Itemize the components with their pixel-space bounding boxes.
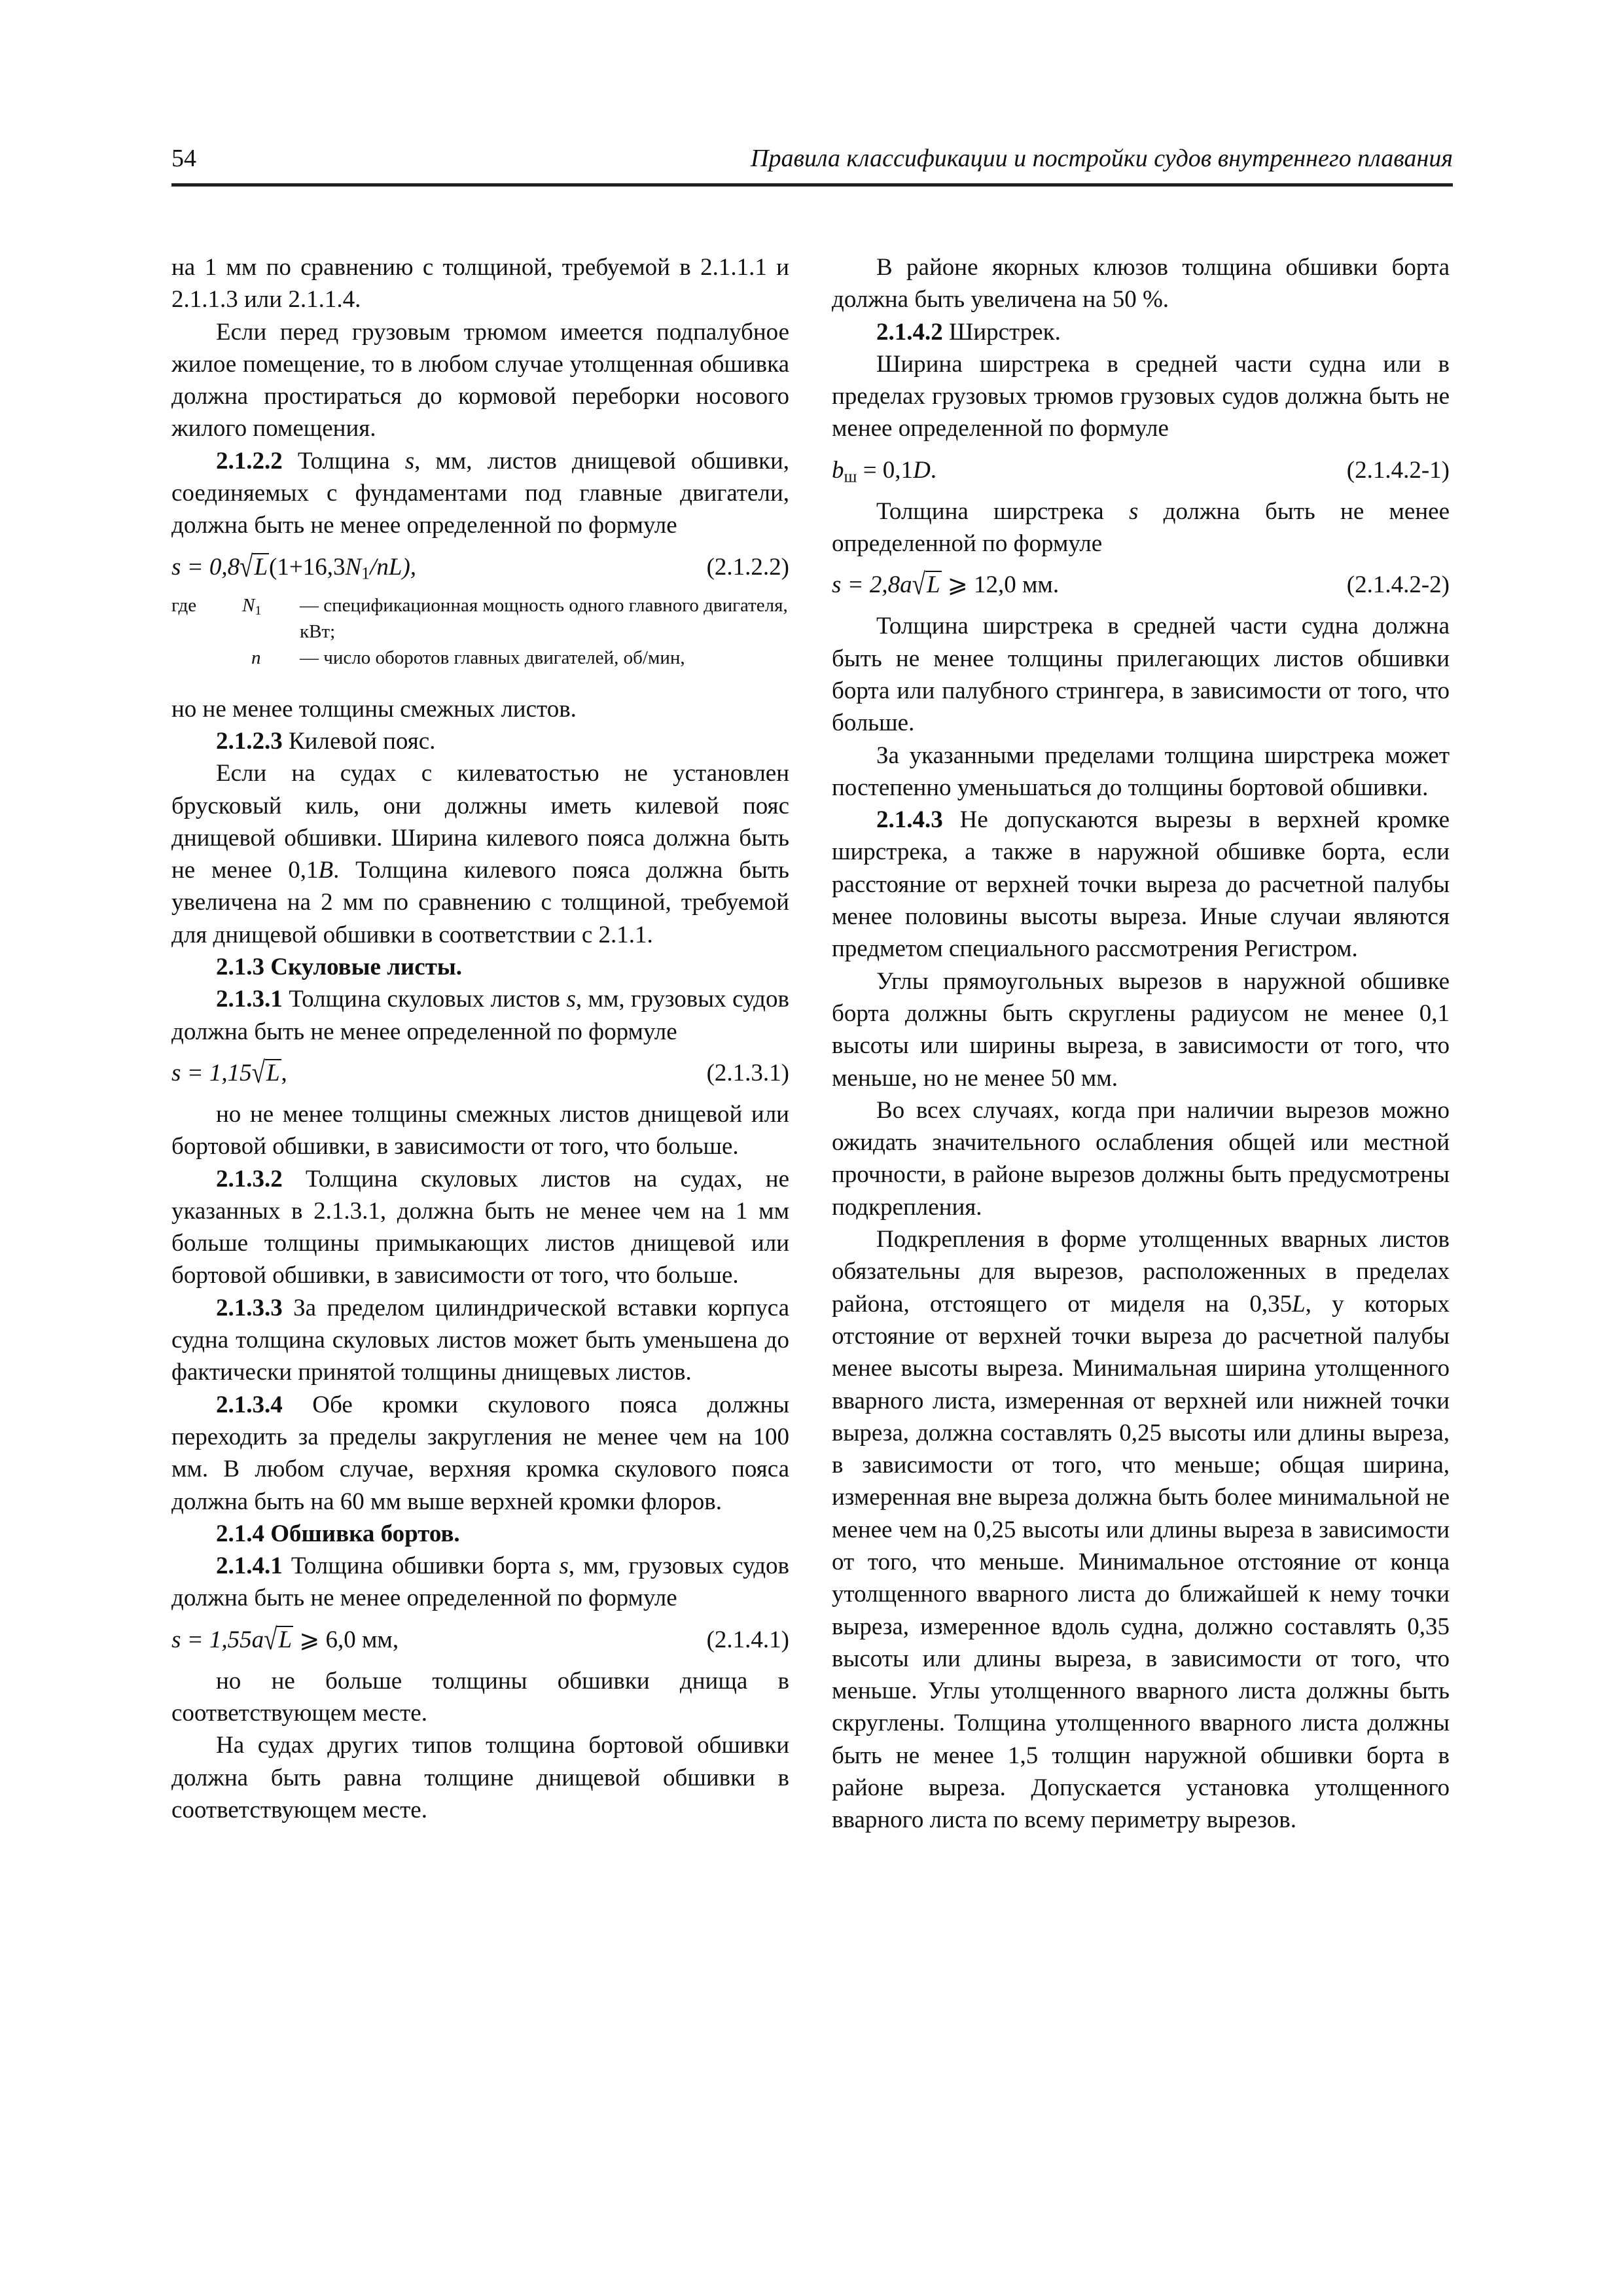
heading: 2.1.4 Обшивка бортов. bbox=[216, 1520, 460, 1547]
paragraph-2-1-4-3 bbox=[832, 804, 1450, 965]
clause-number: 2.1.3.1 bbox=[216, 986, 283, 1013]
paragraph: Во всех случаях, когда при наличии вырезов можно ожидать значительного ослабления общей или местной прочности, в районе вырезов должны быть предусмотрены подкрепления. bbox=[832, 1096, 1450, 1221]
clause-number: 2.1.3.4 bbox=[216, 1391, 283, 1418]
paragraph: Углы прямоугольных вырезов в наружной обшивке борта должны быть скруглены радиусом не менее 0,1 высоты или ширины выреза, в зависимости от того, что меньше, но не менее 50 мм. bbox=[832, 967, 1450, 1092]
page-number: 54 bbox=[171, 145, 196, 172]
text: Ширстрек. bbox=[942, 318, 1061, 346]
paragraph: Ширина ширстрека в средней части судна или в пределах грузовых трюмов грузовых судов должна быть не менее определенной по формуле bbox=[832, 350, 1450, 442]
formula-number: (2.1.4.2-1) bbox=[1346, 456, 1450, 484]
where-row bbox=[171, 592, 789, 645]
clause-number: 2.1.3.3 bbox=[216, 1294, 283, 1321]
paragraph: В районе якорных клюзов толщина обшивки борта должна быть увеличена на 50 %. bbox=[832, 254, 1450, 314]
radicand bbox=[253, 553, 269, 581]
formula-expression bbox=[832, 454, 936, 493]
paragraph-2-1-3-1 bbox=[171, 983, 789, 1048]
paragraph bbox=[832, 495, 1450, 560]
radical-sign: √ bbox=[264, 1623, 277, 1657]
symbol: s bbox=[566, 986, 576, 1013]
formula-lhs: s = 1,15 bbox=[171, 1059, 252, 1086]
paragraph: За указанными пределами толщина ширстрека может постепенно уменьшаться до толщины бортовой обшивки. bbox=[832, 742, 1450, 801]
paragraph-2-1-3-3 bbox=[171, 1292, 789, 1389]
clause-number: 2.1.2.2 bbox=[216, 447, 283, 475]
symbol: L bbox=[266, 1059, 280, 1086]
where-label: где bbox=[171, 594, 197, 616]
formula-part: ⩾ 6,0 мм, bbox=[293, 1626, 399, 1653]
formula-number: (2.1.4.1) bbox=[706, 1626, 789, 1653]
paragraph-2-1-4-2 bbox=[832, 316, 1450, 348]
symbol: N bbox=[345, 553, 362, 581]
text: , у которых отстояние от верхней точки выреза до расчетной палубы менее высоты выреза. Минимальная ширина утолщенного вварного листа, измеренная от верхней или нижней точки выреза, должна составлять 0,25 высоты или длины выреза, в зависимости от того, что меньше; общая ширина, измеренная вне выреза должна быть более минимальной не менее чем на 0,25 высоты или длины выреза в зависимости от того, что меньше. Минимальное отстояние от конца утолщенного вварного листа до ближайшей к нему точки выреза, измеренное вдоль судна, должно составлять 0,35 высоты или длины выреза, в зависимости от того, что меньше. Углы утолщенного вварного листа должны быть скруглены. Толщина утолщенного вварного листа должны быть не менее 1,5 толщин наружной обшивки борта в районе выреза. Допускается установка утолщенного вварного листа по всему периметру вырезов. bbox=[832, 1290, 1450, 1834]
formula-2-1-4-2-2 bbox=[832, 569, 1450, 601]
subscript: 1 bbox=[255, 603, 262, 618]
formula-number: (2.1.2.2) bbox=[706, 553, 789, 581]
text: Толщина скуловых листов bbox=[282, 986, 567, 1013]
radicand bbox=[277, 1626, 293, 1653]
clause-number: 2.1.3.2 bbox=[216, 1165, 283, 1193]
formula-part: ⩾ 12,0 мм. bbox=[941, 571, 1060, 599]
formula-expression bbox=[171, 551, 416, 590]
symbol: L bbox=[1292, 1290, 1306, 1318]
text: Обе кромки скулового пояса должны переходить за пределы закругления не менее чем на 100 мм. В любом случае, верхняя кромка скулового пояса должна быть на 60 мм выше верхней кромки флоров. bbox=[171, 1391, 789, 1515]
radicand bbox=[265, 1059, 281, 1086]
radical-sign: √ bbox=[912, 568, 925, 602]
formula-part: , bbox=[281, 1059, 287, 1086]
subscript: ш bbox=[844, 467, 857, 486]
where-legend bbox=[171, 592, 789, 671]
clause-number: 2.1.4.3 bbox=[876, 806, 943, 834]
formula-2-1-4-1 bbox=[171, 1624, 789, 1656]
symbol: B bbox=[318, 857, 334, 884]
symbol: a bbox=[900, 571, 912, 599]
left-column bbox=[171, 251, 789, 1826]
formula-2-1-2-2 bbox=[171, 551, 789, 583]
paragraph-2-1-4-1 bbox=[171, 1550, 789, 1615]
formula-part: /nL), bbox=[370, 553, 417, 581]
running-title: Правила классификации и постройки судов внутреннего плавания bbox=[751, 145, 1453, 172]
symbol: s bbox=[1128, 497, 1139, 525]
text: Не допускаются вырезы в верхней кромке ширстрека, а также в наружной обшивке борта, если расстояние от верхней точки выреза до расчетной палубы менее половины высоты выреза. Иные случаи являются предметом специального рассмотрения Регистром. bbox=[832, 806, 1450, 963]
paragraph-2-1-3-2 bbox=[171, 1163, 789, 1292]
symbol: b bbox=[832, 456, 844, 484]
paragraph: но не менее толщины смежных листов днищевой или бортовой обшивки, в зависимости от того, что больше. bbox=[171, 1100, 789, 1160]
text: Толщина ширстрека bbox=[876, 497, 1129, 525]
paragraph: На судах других типов толщина бортовой обшивки должна быть равна толщине днищевой обшивки в соответствующем месте. bbox=[171, 1732, 789, 1823]
where-symbol bbox=[242, 592, 261, 624]
paragraph-2-1-2-3 bbox=[171, 725, 789, 757]
formula-expression bbox=[832, 569, 1059, 601]
paragraph bbox=[832, 1223, 1450, 1837]
symbol: N bbox=[242, 594, 255, 616]
paragraph: Толщина ширстрека в средней части судна должна быть не менее толщины прилегающих листов обшивки борта или палубного стрингера, в зависимости от того, что больше. bbox=[832, 613, 1450, 737]
clause-number: 2.1.4.1 bbox=[216, 1552, 283, 1580]
symbol: D bbox=[913, 456, 931, 484]
text: , мм, грузовых судов должна быть не менее определенной по формуле bbox=[171, 986, 789, 1045]
clause-number: 2.1.4.2 bbox=[876, 318, 943, 346]
formula-part: = 0,1 bbox=[857, 456, 914, 484]
section-heading-2-1-4 bbox=[171, 1518, 789, 1550]
text: За пределом цилиндрической вставки корпуса судна толщина скуловых листов может быть уменьшена до фактически принятой толщины днищевых листов. bbox=[171, 1294, 789, 1386]
paragraph: на 1 мм по сравнению с толщиной, требуемой в 2.1.1.1 и 2.1.1.3 или 2.1.1.4. bbox=[171, 254, 789, 314]
formula-part: . bbox=[930, 456, 937, 484]
text: , мм, грузовых судов должна быть не менее определенной по формуле bbox=[171, 1552, 789, 1612]
formula-lhs: s = 2,8 bbox=[832, 571, 901, 599]
symbol: s bbox=[559, 1552, 569, 1580]
text: . Толщина килевого пояса должна быть увеличена на 2 мм по сравнению с толщиной, требуемой для днищевой обшивки в соответствии с 2.1.1. bbox=[171, 857, 789, 948]
section-heading-2-1-3 bbox=[171, 951, 789, 983]
paragraph: но не менее толщины смежных листов. bbox=[171, 695, 577, 723]
heading: 2.1.3 Скуловые листы. bbox=[216, 954, 463, 981]
formula-number: (2.1.3.1) bbox=[706, 1059, 789, 1086]
symbol: a bbox=[251, 1626, 264, 1653]
text: Толщина скуловых листов на судах, не указанных в 2.1.3.1, должна быть не менее чем на 1 мм больше толщины примыкающих листов днищевой или бортовой обшивки, в зависимости от того, что больше. bbox=[171, 1165, 789, 1289]
symbol: L bbox=[254, 553, 268, 581]
subscript: 1 bbox=[361, 564, 370, 583]
page-header bbox=[171, 141, 1453, 187]
paragraph-2-1-2-2 bbox=[171, 445, 789, 542]
paragraph: но не больше толщины обшивки днища в соответствующем месте. bbox=[171, 1667, 789, 1727]
symbol: s bbox=[404, 447, 415, 475]
radical-sign: √ bbox=[251, 1056, 265, 1090]
right-column bbox=[832, 251, 1450, 1837]
paragraph-2-1-3-4 bbox=[171, 1389, 789, 1518]
symbol: L bbox=[278, 1626, 293, 1653]
radicand bbox=[925, 571, 942, 598]
text: Подкрепления в форме утолщенных вварных листов обязательны для вырезов, расположенных в пределах района, отстоящего от миделя на 0,35 bbox=[832, 1226, 1450, 1318]
paragraph bbox=[171, 757, 789, 951]
text: Килевой пояс. bbox=[282, 727, 436, 755]
formula-part: (1+16,3 bbox=[269, 553, 346, 581]
where-text: — число оборотов главных двигателей, об/мин, bbox=[300, 647, 685, 668]
clause-number: 2.1.2.3 bbox=[216, 727, 283, 755]
text: Если на судах с килеватостью не установлен брусковый киль, они должны иметь килевой пояс днищевой обшивки. Ширина килевого пояса должна быть не менее 0,1 bbox=[171, 760, 789, 884]
radical-sign: √ bbox=[240, 550, 253, 584]
text: Толщина обшивки борта bbox=[282, 1552, 560, 1580]
formula-lhs: s = 1,55 bbox=[171, 1626, 252, 1653]
text: должна быть не менее определенной по формуле bbox=[832, 497, 1450, 558]
formula-lhs: s = 0,8 bbox=[171, 553, 240, 581]
text: Толщина bbox=[282, 447, 405, 475]
formula-expression bbox=[171, 1624, 399, 1656]
paragraph: Если перед грузовым трюмом имеется подпалубное жилое помещение, то в любом случае утолщенная обшивка должна простираться до кормовой переборки носового жилого помещения. bbox=[171, 318, 789, 442]
text: , мм, листов днищевой обшивки, соединяемых с фундаментами под главные двигатели, должна быть не менее определенной по формуле bbox=[171, 447, 790, 539]
formula-number: (2.1.4.2-2) bbox=[1346, 571, 1450, 599]
formula-expression bbox=[171, 1057, 287, 1089]
formula-2-1-4-2-1 bbox=[832, 454, 1450, 486]
where-symbol: n bbox=[251, 647, 261, 668]
formula-2-1-3-1 bbox=[171, 1057, 789, 1089]
where-row bbox=[171, 645, 789, 671]
symbol: L bbox=[926, 571, 940, 599]
where-text: — спецификационная мощность одного главного двигателя, кВт; bbox=[300, 594, 788, 642]
